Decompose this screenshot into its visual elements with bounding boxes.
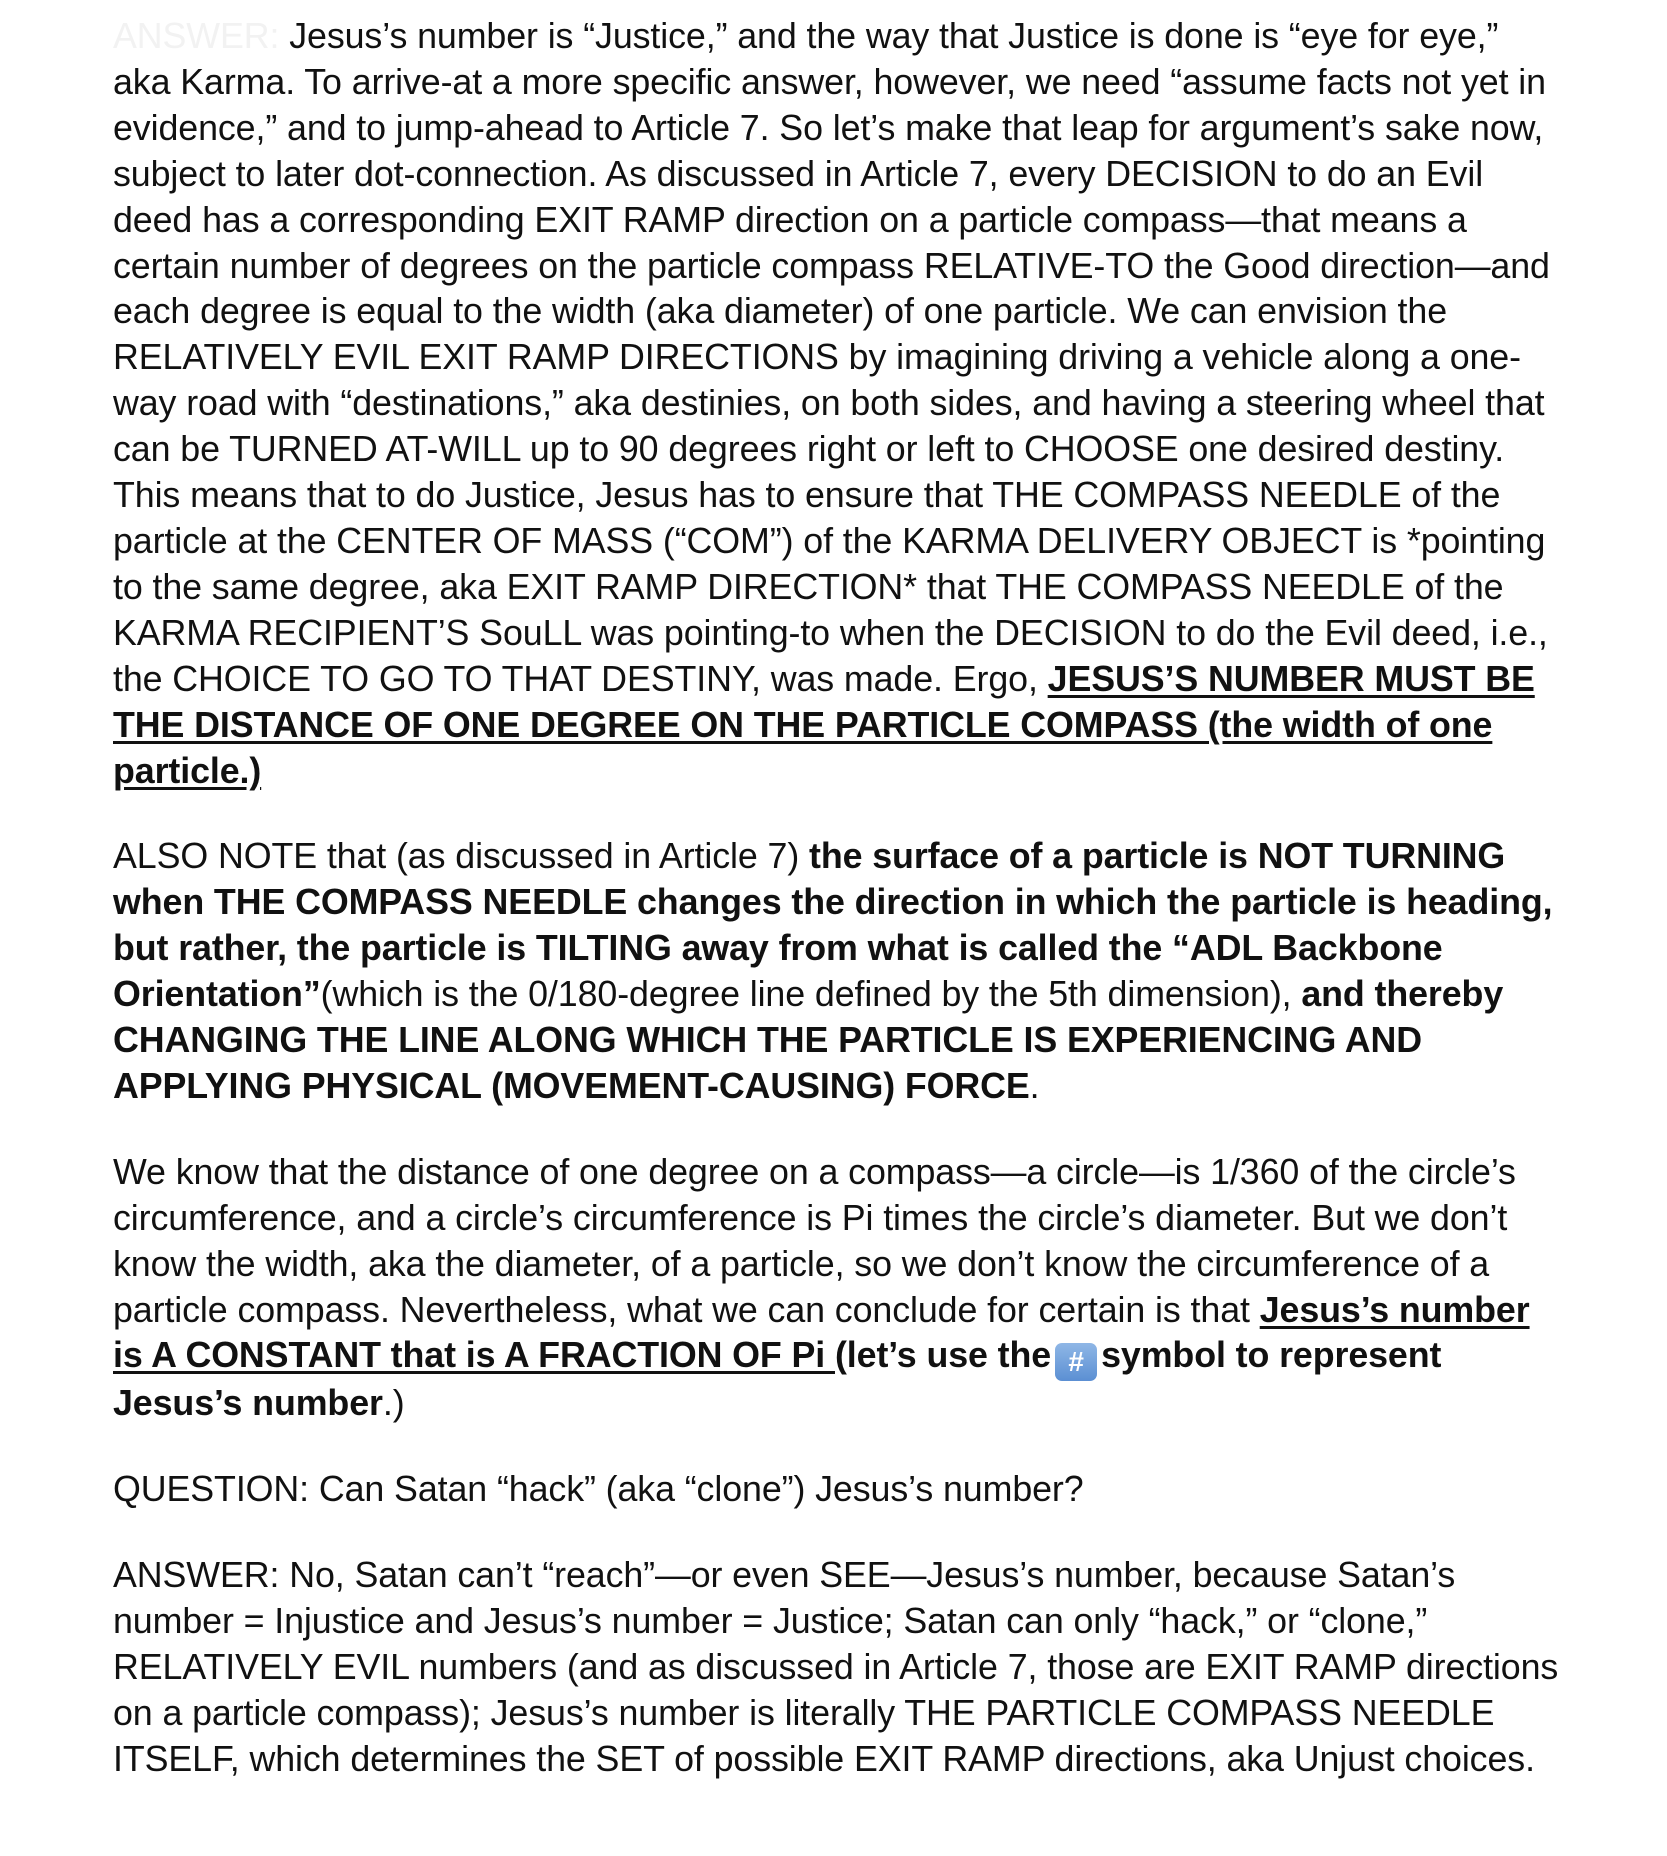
paragraph-one-degree: [113, 1150, 1563, 1428]
paragraph-gap: [113, 1110, 1563, 1150]
bold-underlined-conclusion: Jesus’s number is A CONSTANT that is A FRACTION OF Pi: [113, 1289, 1530, 1376]
paragraph-also-note: [113, 834, 1563, 1109]
bold-text: and thereby CHANGING THE LINE ALONG WHICH THE PARTICLE IS EXPERIENCING AND APPLYING PHYSICAL (MOVEMENT-CAUSING) FORCE: [113, 974, 1504, 1106]
paragraph-text: ALSO NOTE that (as discussed in Article 7): [113, 836, 809, 877]
paragraph-text: .: [1029, 1065, 1040, 1106]
bold-underlined-conclusion: JESUS’S NUMBER MUST BE THE DISTANCE OF ONE DEGREE ON THE PARTICLE COMPASS (the width of one particle.): [113, 658, 1535, 791]
bold-text: (let’s use the: [834, 1335, 1052, 1376]
paragraph-text: Jesus’s number is “Justice,” and the way that Justice is done is “eye for eye,” aka Karma. To arrive-at a more specific answer, however, we need “assume facts not yet in evidence,” and to jump-ahead to Article 7. So let’s make that leap for argument’s sake now, subject to later dot-connection. As discussed in Article 7, every DECISION to do an Evil deed has a corresponding EXIT RAMP direction on a particle compass—that means a certain number of degrees on the particle compass RELATIVE-TO the Good direction—and each degree is equal to the width (aka diameter) of one particle. We can envision the RELATIVELY EVIL EXIT RAMP DIRECTIONS by imagining driving a vehicle along a one-way road with “destinations,” aka destinies, on both sides, and having a steering wheel that can be TURNED AT-WILL up to 90 degrees right or left to CHOOSE one desired destiny. This means that to do Justice, Jesus has to ensure that THE COMPASS NEEDLE of the particle at the CENTER OF MASS (“COM”) of the KARMA DELIVERY OBJECT is *pointing to the same degree, aka EXIT RAMP DIRECTION* that THE COMPASS NEEDLE of the KARMA RECIPIENT’S SouLL was pointing-to when the DECISION to do the Evil deed, i.e., the CHOICE TO GO TO THAT DESTINY, was made. Ergo,: [113, 16, 1550, 699]
bold-text: symbol to represent Jesus’s number: [113, 1335, 1442, 1424]
hash-symbol-icon: #: [1055, 1343, 1097, 1381]
faded-answer-label: ANSWER:: [113, 16, 280, 56]
document-body: [113, 14, 1563, 1783]
paragraph-gap: [113, 1513, 1563, 1553]
paragraph-text: .): [382, 1383, 405, 1424]
paragraph-text: We know that the distance of one degree on a compass—a circle—is 1/360 of the circle’s circumference, and a circle’s circumference is Pi times the circle’s diameter. But we don’t know the width, aka the diameter, of a particle, so we don’t know the circumference of a particle compass. Nevertheless, what we can conclude for certain is that: [113, 1151, 1516, 1330]
paragraph-gap: [113, 794, 1563, 834]
bold-text: the surface of a particle is NOT TURNING when THE COMPASS NEEDLE changes the direction in which the particle is heading, but rather, the particle is TILTING away from what is called the “ADL Backbone Orientation”: [113, 836, 1553, 1015]
paragraph-answer-justice: [113, 14, 1563, 794]
paragraph-text: (which is the 0/180-degree line defined by the 5th dimension),: [320, 974, 1302, 1015]
paragraph-question: QUESTION: Can Satan “hack” (aka “clone”) Jesus’s number?: [113, 1469, 1084, 1510]
paragraph-gap: [113, 1427, 1563, 1467]
paragraph-answer-satan: ANSWER: No, Satan can’t “reach”—or even SEE—Jesus’s number, because Satan’s number = Injustice and Jesus’s number = Justice; Satan can only “hack,” or “clone,” RELATIVELY EVIL numbers (and as discussed in Article 7, those are EXIT RAMP directions on a particle compass); Jesus’s number is literally THE PARTICLE COMPASS NEEDLE ITSELF, which determines the SET of possible EXIT RAMP directions, aka Unjust choices.: [113, 1555, 1559, 1779]
